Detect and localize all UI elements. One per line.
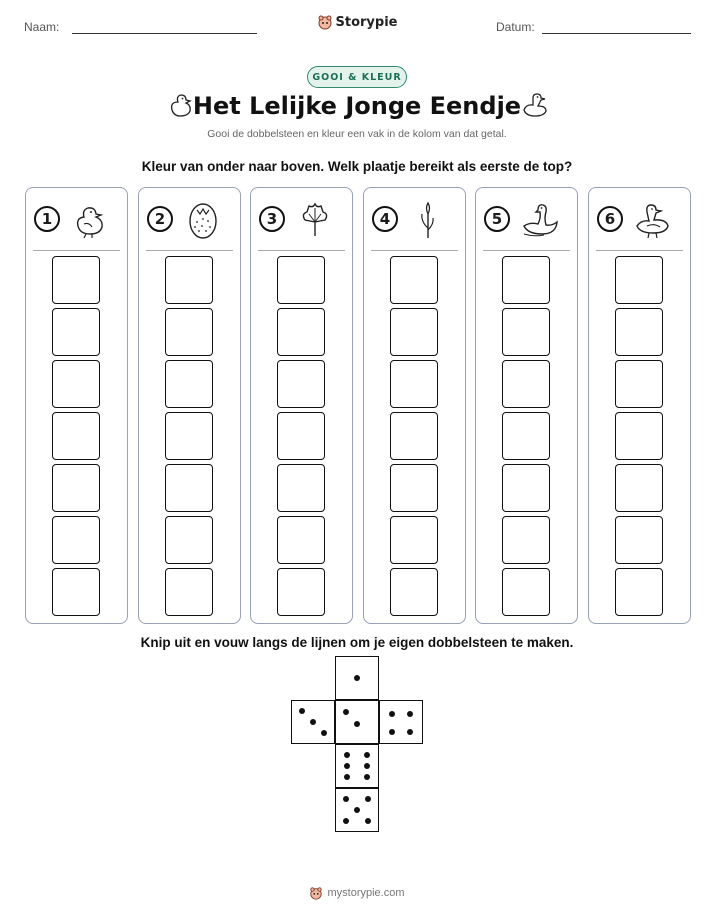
race-column-6	[588, 187, 691, 624]
die-pip	[365, 796, 371, 802]
color-cell[interactable]	[502, 412, 550, 460]
die-pip	[407, 711, 413, 717]
color-cell[interactable]	[502, 360, 550, 408]
race-column-5	[475, 187, 578, 624]
brand-logo	[0, 14, 714, 34]
color-cell[interactable]	[502, 308, 550, 356]
color-cell[interactable]	[390, 360, 438, 408]
die-pip	[299, 708, 305, 714]
column-divider	[258, 250, 345, 251]
column-number: 4	[372, 206, 398, 232]
die-pip	[343, 818, 349, 824]
color-cell[interactable]	[52, 308, 100, 356]
name-label: Naam:	[24, 20, 60, 34]
die-pip	[344, 774, 350, 780]
race-column-4	[363, 187, 466, 624]
color-cell[interactable]	[165, 516, 213, 564]
color-cell[interactable]	[390, 568, 438, 616]
race-column-2	[138, 187, 241, 624]
color-cell[interactable]	[615, 308, 663, 356]
color-cell[interactable]	[390, 308, 438, 356]
color-cell[interactable]	[277, 568, 325, 616]
color-cell[interactable]	[502, 256, 550, 304]
color-cell[interactable]	[390, 256, 438, 304]
color-cell[interactable]	[165, 464, 213, 512]
duck-right-icon	[520, 90, 550, 120]
die-pip	[321, 730, 327, 736]
duck-icon	[633, 200, 673, 240]
color-cell[interactable]	[277, 256, 325, 304]
color-cell[interactable]	[165, 412, 213, 460]
footer-url[interactable]: mystorypie.com	[327, 887, 405, 899]
footer	[0, 885, 714, 904]
color-cell[interactable]	[502, 516, 550, 564]
date-label: Datum:	[496, 20, 535, 34]
color-cell[interactable]	[52, 568, 100, 616]
color-cell[interactable]	[52, 516, 100, 564]
storypie-mascot-icon	[317, 14, 333, 30]
reed-icon	[408, 200, 448, 240]
color-cell[interactable]	[52, 412, 100, 460]
column-number: 2	[147, 206, 173, 232]
die-pip	[344, 763, 350, 769]
swan-icon	[520, 200, 560, 240]
race-column-3	[250, 187, 353, 624]
die-pip	[343, 709, 349, 715]
column-number: 3	[259, 206, 285, 232]
die-pip	[354, 675, 360, 681]
column-divider	[596, 250, 683, 251]
die-face-3	[291, 700, 335, 744]
column-number: 1	[34, 206, 60, 232]
coloring-instruction: Kleur van onder naar boven. Welk plaatje bereikt als eerste de top?	[141, 159, 573, 174]
color-cell[interactable]	[502, 464, 550, 512]
die-face-6	[335, 744, 379, 788]
color-cell[interactable]	[615, 568, 663, 616]
column-number: 5	[484, 206, 510, 232]
color-cell[interactable]	[615, 360, 663, 408]
color-cell[interactable]	[277, 412, 325, 460]
brand-name: Storypie	[335, 14, 398, 30]
die-pip	[344, 752, 350, 758]
column-divider	[33, 250, 120, 251]
die-pip	[354, 807, 360, 813]
die-face-1	[335, 656, 379, 700]
color-cell[interactable]	[615, 256, 663, 304]
die-pip	[364, 763, 370, 769]
page-title: Het Lelijke Jonge Eendje	[192, 92, 522, 120]
column-divider	[371, 250, 458, 251]
color-cell[interactable]	[165, 360, 213, 408]
color-cell[interactable]	[277, 308, 325, 356]
date-line	[542, 33, 691, 34]
die-pip	[343, 796, 349, 802]
die-pip	[407, 729, 413, 735]
color-cell[interactable]	[165, 256, 213, 304]
color-cell[interactable]	[615, 464, 663, 512]
subtitle: Gooi de dobbelsteen en kleur een vak in de kolom van dat getal.	[207, 128, 507, 140]
die-pip	[354, 721, 360, 727]
color-cell[interactable]	[390, 412, 438, 460]
egg-icon	[183, 200, 223, 240]
die-pip	[389, 729, 395, 735]
color-cell[interactable]	[615, 412, 663, 460]
duckling-icon	[70, 200, 110, 240]
die-face-2	[335, 700, 379, 744]
color-cell[interactable]	[615, 516, 663, 564]
column-divider	[146, 250, 233, 251]
storypie-mascot-icon	[309, 886, 323, 900]
color-cell[interactable]	[502, 568, 550, 616]
color-cell[interactable]	[52, 464, 100, 512]
color-cell[interactable]	[277, 516, 325, 564]
color-cell[interactable]	[390, 464, 438, 512]
color-cell[interactable]	[277, 464, 325, 512]
race-column-1	[25, 187, 128, 624]
die-pip	[364, 774, 370, 780]
die-pip	[389, 711, 395, 717]
color-cell[interactable]	[52, 360, 100, 408]
column-number: 6	[597, 206, 623, 232]
color-cell[interactable]	[277, 360, 325, 408]
color-cell[interactable]	[165, 308, 213, 356]
die-pip	[310, 719, 316, 725]
color-cell[interactable]	[390, 516, 438, 564]
dice-instruction: Knip uit en vouw langs de lijnen om je eigen dobbelsteen te maken.	[140, 635, 574, 650]
activity-badge: GOOI & KLEUR	[307, 66, 407, 88]
die-pip	[365, 818, 371, 824]
die-face-5	[335, 788, 379, 832]
die-face-4	[379, 700, 423, 744]
column-divider	[483, 250, 570, 251]
color-cell[interactable]	[165, 568, 213, 616]
leaf-icon	[295, 200, 335, 240]
die-pip	[364, 752, 370, 758]
color-cell[interactable]	[52, 256, 100, 304]
